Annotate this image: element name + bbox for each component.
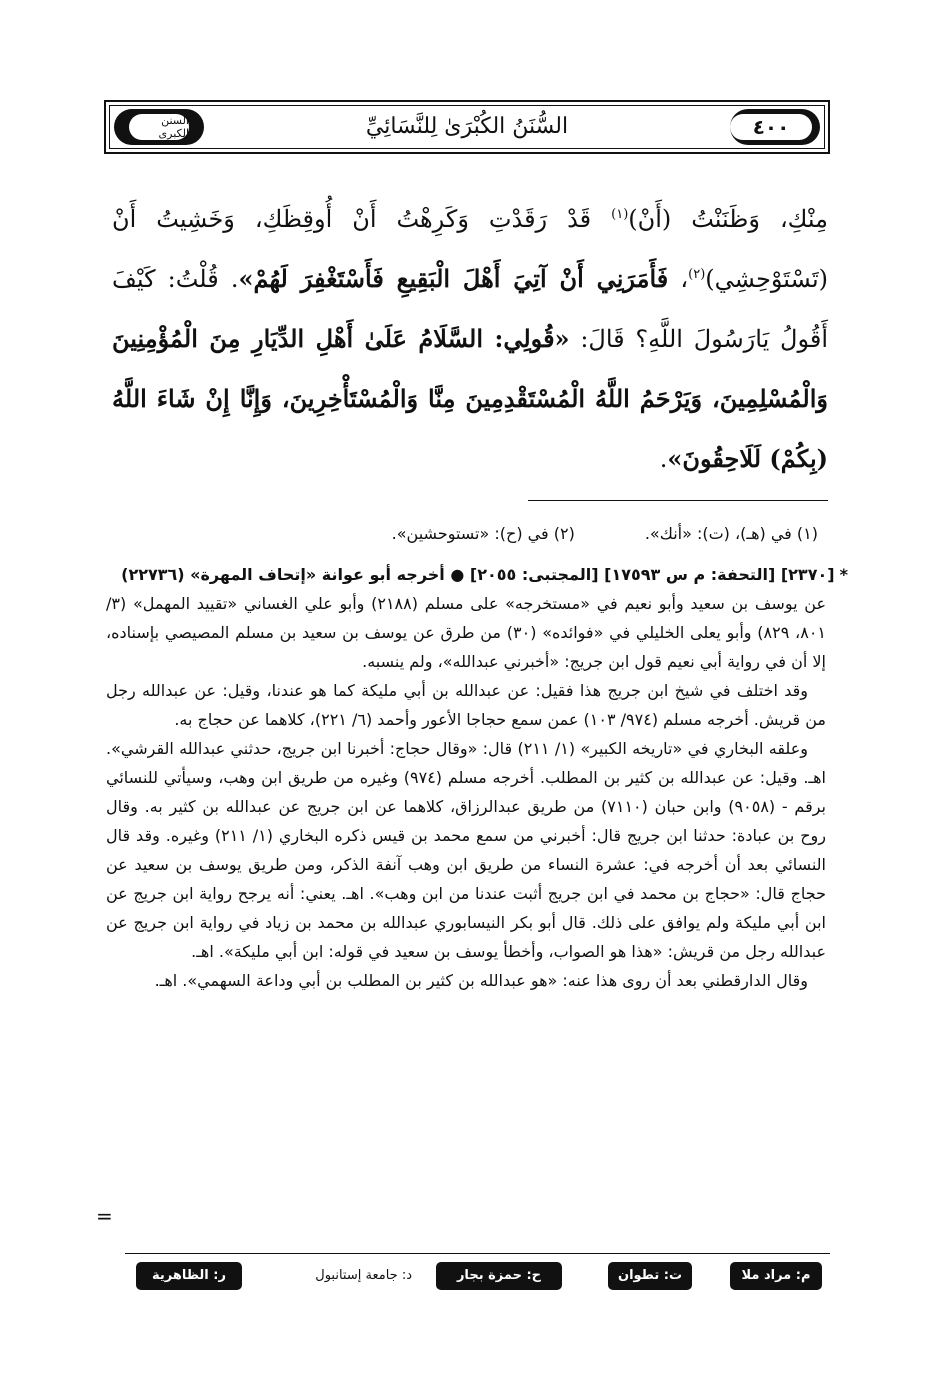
- running-title: السُّنَنُ الكُبْرَىٰ لِلنَّسَائِيِّ: [365, 114, 569, 139]
- footnote-2: (٢) في (ح): «تستوحشين».: [391, 524, 575, 543]
- seal-logo: السنن الكبرى: [129, 114, 189, 140]
- page-number: ٤٠٠: [730, 114, 812, 140]
- prophetic-speech: فَأَمَرَنِي أَنْ آتِيَ أَهْلَ الْبَقِيعِ فَأَسْتَغْفِرَ لَهُمْ»: [238, 264, 669, 293]
- takhrij-head: [106, 560, 848, 589]
- siglum-text: د: جامعة إستانبول: [315, 1268, 412, 1283]
- hadith-paragraph: [112, 190, 828, 489]
- prophetic-speech: «قُولِي: السَّلَامُ عَلَىٰ أَهْلِ الدِّيَارِ مِنَ الْمُؤْمِنِينَ وَالْمُسْلِمِينَ، وَيَرْحَمُ اللَّهُ الْمُسْتَقْدِمِينَ مِنَّا وَالْمُسْتَأْخِرِينَ، وَإِنَّا إِنْ شَاءَ اللَّهُ (بِكُمْ) لَلَاحِقُونَ»: [112, 324, 828, 473]
- takhrij-paragraph: وقال الدارقطني بعد أن روى هذا عنه: «هو عبدالله بن كثير بن المطلب بن أبي وداعة السهمي». اهـ.: [154, 971, 808, 990]
- takhrij-head-text: [٢٣٧٠] [التحفة: م س ١٧٥٩٣] [المجتبى: ٢٠٥٥] ● أخرجه أبو عوانة «إتحاف المهرة» (٢٢٧٣٦): [121, 565, 835, 584]
- footnote-divider: [528, 500, 828, 501]
- siglum-badge: م: مراد ملا: [730, 1262, 822, 1290]
- siglum-badge: ح: حمزة بجار الله: [436, 1262, 562, 1290]
- seal-ornament: [114, 109, 204, 145]
- siglum-badge: ت: تطوان: [608, 1262, 692, 1290]
- text-segment: . قُلْتُ: كَيْفَ أَقُولُ يَارَسُولَ اللَّهِ؟ قَالَ:: [112, 265, 829, 353]
- footnote-1: (١) في (هـ)، (ت): «أنك».: [644, 524, 818, 543]
- text-segment: ،: [668, 265, 689, 293]
- running-header: [104, 100, 830, 154]
- siglum-badge: ر: الظاهرية: [136, 1262, 242, 1290]
- star-marker: *: [839, 565, 848, 584]
- takhrij-paragraph: عن يوسف بن سعيد وأبو نعيم في «مستخرجه» على مسلم (٢١٨٨) وأبو علي الغساني «تقييد المهمل» (٣/ ٨٠١، ٨٢٩) وأبو يعلى الخليلي في «فوائده» (٣٠) من طرق عن يوسف بن سعيد بن مسلم المصيصي بإسناده، إلا أن في رواية أبي نعيم قول ابن جريج: «أخبرني عبدالله»، ولم ينسبه.: [106, 594, 826, 671]
- continuation-mark: =: [96, 1204, 113, 1228]
- footnote-marker-2: (٢): [688, 267, 706, 282]
- manuscript-sigla: [132, 1262, 832, 1311]
- takhrij-paragraph: وعلقه البخاري في «تاريخه الكبير» (١/ ٢١١) قال: «وقال حجاج: أخبرنا ابن جريج، حدثني عبدالله القرشي». اهـ. وقيل: عن عبدالله بن كثير بن المطلب. أخرجه مسلم (٩٧٤) وغيره من طريق ابن وهب، وسيأتي للنسائي برقم - (٩٠٥٨) وابن حبان (٧١١٠) من طريق عبدالرزاق، كلاهما عن ابن جريج عن عبدالله بن كثير به. وقال روح بن عبادة: حدثنا ابن جريج قال: أخبرني من سمع محمد بن قيس ذكره البخاري (١/ ٢١١) وغيره. وقد قال النسائي بعد أن أخرجه في: عشرة النساء من طريق ابن وهب آنفة الذكر، ومن طريق يوسف بن سعيد عن حجاج قال: «حجاج بن محمد في ابن جريج أثبت عندنا من ابن وهب». اهـ. يعني: أنه يرجح رواية ابن جريج عن ابن أبي مليكة ولم يوافق على ذلك. قال أبو بكر النيسابوري عبدالله بن محمد بن زياد في رواية ابن جريج عن عبدالله رجل من قريش: «هذا هو الصواب، وأخطأ يوسف بن سعيد في قوله: ابن أبي مليكة». اهـ.: [106, 739, 827, 961]
- text-segment: مِنْكِ، وَظَنَنْتُ (أَنْ): [628, 205, 829, 233]
- hadith-text: [112, 190, 828, 489]
- takhrij-paragraph: وقد اختلف في شيخ ابن جريج هذا فقيل: عن عبدالله بن أبي مليكة كما هو عندنا، وقيل: عن عبدالله رجل من قريش. أخرجه مسلم (٩٧٤/ ١٠٣) عمن سمع حجاجا الأعور وأحمد (٦/ ٢٢١)، كلاهما عن حجاج به.: [106, 681, 826, 729]
- footnote-marker-1: (١): [611, 207, 629, 222]
- footnotes: [112, 520, 828, 548]
- text-segment: .: [659, 445, 668, 473]
- takhrij-block: [106, 560, 848, 995]
- footer-rule: [125, 1253, 830, 1254]
- text-segment: قَدْ رَقَدْتِ وَكَرِهْتُ أَنْ أُوقِظَكِ، وَخَشِيتُ أَنْ (تَسْتَوْحِشِي): [112, 205, 829, 293]
